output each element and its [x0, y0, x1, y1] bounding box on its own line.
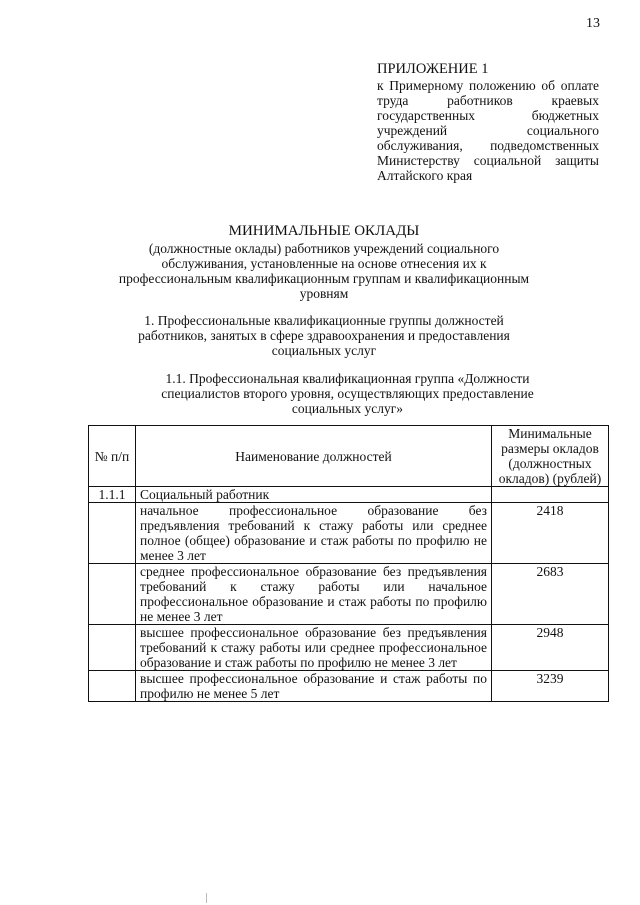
group-salary — [492, 487, 609, 503]
table-row — [89, 503, 609, 564]
header-number: № п/п — [89, 426, 136, 487]
document-title: МИНИМАЛЬНЫЕ ОКЛАДЫ — [228, 223, 420, 239]
subsection-heading: 1.1. Профессиональная квалификационная группа «Должности специалистов второго уровня, осуществляющих предоставление социальных услуг» — [161, 371, 534, 416]
section-heading: 1. Профессиональные квалификационные группы должностей работников, занятых в сфере здравоохранения и предоставления социальных услуг — [138, 313, 510, 358]
group-name: Социальный работник — [136, 487, 492, 503]
row-name: среднее профессиональное образование без предъявления требований к стажу работы или начальное профессиональное образование и стаж работы по профилю не менее 3 лет — [136, 564, 492, 625]
table-row — [89, 625, 609, 671]
scan-mark — [206, 893, 207, 903]
salary-table — [88, 425, 609, 702]
row-salary: 2683 — [492, 564, 609, 625]
row-salary: 2948 — [492, 625, 609, 671]
row-salary: 2418 — [492, 503, 609, 564]
annex-caption: к Примерному положению об оплате труда работников краевых государственных бюджетных учреждений социального обслуживания, подведомственных Министерству социальной защиты Алтайского края — [377, 78, 599, 183]
row-name: высшее профессиональное образование и стаж работы по профилю не менее 5 лет — [136, 671, 492, 702]
row-number — [89, 564, 136, 625]
table-header-row — [89, 426, 609, 487]
row-name: высшее профессиональное образование без предъявления требований к стажу работы или среднее профессиональное образование и стаж работы по профилю не менее 3 лет — [136, 625, 492, 671]
row-name: начальное профессиональное образование без предъявления требований к стажу работы или среднее полное (общее) образование и стаж работы по профилю не менее 3 лет — [136, 503, 492, 564]
document-subtitle: (должностные оклады) работников учреждений социального обслуживания, установленные на основе отнесения их к профессиональным квалификационным группам и квалификационным уровням — [118, 241, 530, 301]
annex-title: ПРИЛОЖЕНИЕ 1 — [377, 61, 489, 77]
page-number: 13 — [586, 16, 600, 31]
header-salary: Минимальные размеры окладов (должностных окладов) (рублей) — [492, 426, 609, 487]
table-row — [89, 671, 609, 702]
header-name: Наименование должностей — [136, 426, 492, 487]
group-row — [89, 487, 609, 503]
annex-block — [377, 62, 599, 183]
table-row — [89, 564, 609, 625]
row-number — [89, 671, 136, 702]
group-number: 1.1.1 — [89, 487, 136, 503]
row-number — [89, 503, 136, 564]
row-salary: 3239 — [492, 671, 609, 702]
row-number — [89, 625, 136, 671]
